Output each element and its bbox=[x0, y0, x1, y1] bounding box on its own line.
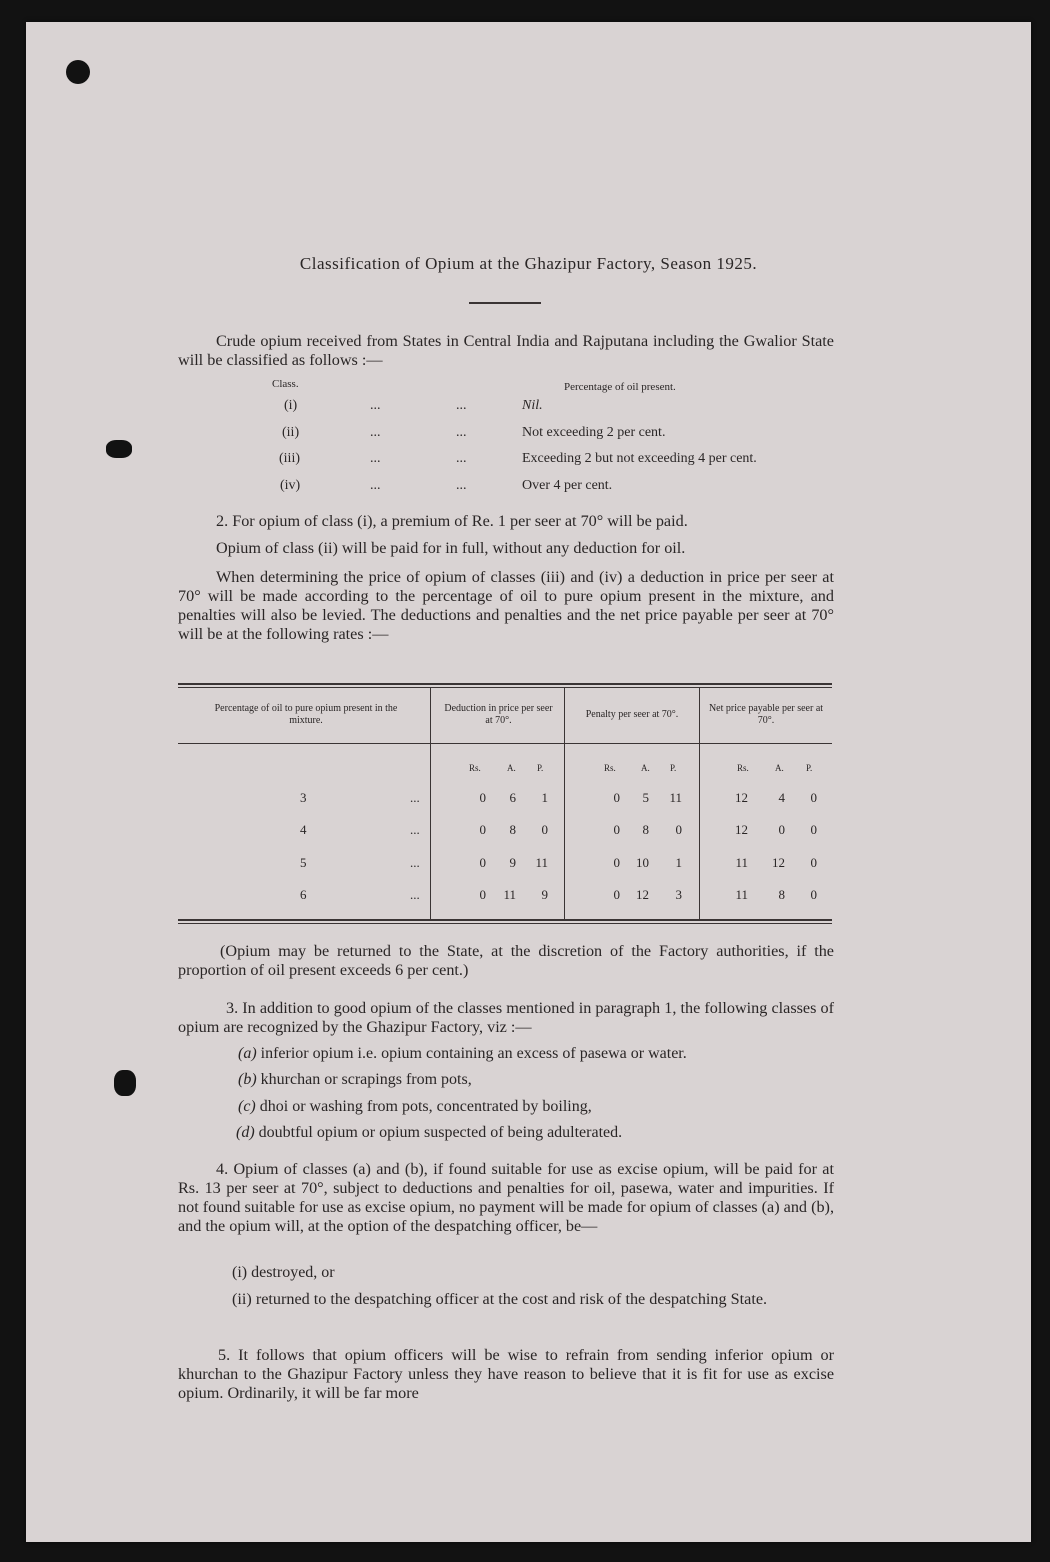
class-column-header: Class. bbox=[272, 378, 299, 390]
penalty-rs: 0 bbox=[613, 790, 620, 805]
unit-label: A. bbox=[507, 763, 516, 773]
deduction-rs: 0 bbox=[479, 855, 486, 870]
opium-class-a: (a) inferior opium i.e. opium containing an excess of pasewa or water. bbox=[238, 1045, 687, 1062]
class-label: (iv) bbox=[280, 478, 301, 493]
leader-dots: ... bbox=[410, 822, 420, 837]
deduction-pies: 1 bbox=[541, 790, 548, 805]
leader-dots: ... bbox=[370, 398, 381, 413]
table-row-percentage: 3 bbox=[300, 790, 307, 805]
penalty-pies: 3 bbox=[675, 887, 682, 902]
deduction-annas: 9 bbox=[509, 855, 516, 870]
table-row-percentage: 6 bbox=[300, 887, 307, 902]
deduction-annas: 11 bbox=[503, 887, 516, 902]
deduction-pies: 9 bbox=[541, 887, 548, 902]
penalty-rs: 0 bbox=[613, 822, 620, 837]
table-column-divider bbox=[699, 688, 700, 919]
class-description: Not exceeding 2 per cent. bbox=[522, 425, 666, 440]
paragraph-3: 3. In addition to good opium of the classes mentioned in paragraph 1, the following classes of opium are recognized by the Ghazipur Factory, viz :— bbox=[178, 999, 834, 1036]
penalty-pies: 0 bbox=[675, 822, 682, 837]
deduction-annas: 6 bbox=[509, 790, 516, 805]
net-rs: 12 bbox=[735, 822, 748, 837]
leader-dots: ... bbox=[410, 790, 420, 805]
table-header-penalty: Penalty per seer at 70°. bbox=[585, 709, 679, 720]
opium-class-c: (c) dhoi or washing from pots, concentrated by boiling, bbox=[238, 1098, 592, 1115]
net-rs: 11 bbox=[735, 887, 748, 902]
option-destroyed: (i) destroyed, or bbox=[232, 1264, 335, 1281]
net-pies: 0 bbox=[810, 855, 817, 870]
class-label: (iii) bbox=[279, 451, 300, 466]
paragraph-5: 5. It follows that opium officers will be wise to refrain from sending inferior opium or khurchan to the Ghazipur Factory unless they have reason to believe that it is fit for use as excise opium. Ordinarily, it will be far more bbox=[178, 1346, 834, 1402]
leader-dots: ... bbox=[456, 478, 467, 493]
table-header-net-price: Net price payable per seer at 70°. bbox=[708, 703, 824, 726]
deduction-rs: 0 bbox=[479, 822, 486, 837]
table-bottom-rule bbox=[178, 919, 832, 921]
leader-dots: ... bbox=[370, 451, 381, 466]
paragraph-2-line-1: 2. For opium of class (i), a premium of Re. 1 per seer at 70° will be paid. bbox=[216, 512, 688, 530]
unit-label: A. bbox=[775, 763, 784, 773]
penalty-pies: 1 bbox=[675, 855, 682, 870]
table-row-percentage: 4 bbox=[300, 822, 307, 837]
net-rs: 12 bbox=[735, 790, 748, 805]
document-sheet bbox=[26, 22, 1031, 1542]
document-title: Classification of Opium at the Ghazipur Factory, Season 1925. bbox=[299, 254, 758, 273]
return-note: (Opium may be returned to the State, at the discretion of the Factory authorities, if the proportion of oil present exceeds 6 per cent.) bbox=[178, 942, 834, 979]
opium-class-d: (d) doubtful opium or opium suspected of being adulterated. bbox=[236, 1124, 623, 1141]
table-header-deduction: Deduction in price per seer at 70°. bbox=[444, 703, 553, 726]
unit-label: Rs. bbox=[604, 763, 616, 773]
class-label: (i) bbox=[284, 398, 298, 413]
unit-label: Rs. bbox=[737, 763, 749, 773]
deduction-rs: 0 bbox=[479, 887, 486, 902]
class-description: Nil. bbox=[522, 398, 543, 413]
leader-dots: ... bbox=[370, 425, 381, 440]
table-header-rule bbox=[178, 743, 832, 744]
title-underline bbox=[469, 302, 541, 304]
oil-column-header: Percentage of oil present. bbox=[564, 381, 676, 393]
deduction-pies: 11 bbox=[535, 855, 548, 870]
net-rs: 11 bbox=[735, 855, 748, 870]
penalty-annas: 5 bbox=[642, 790, 649, 805]
penalty-annas: 12 bbox=[636, 887, 649, 902]
intro-paragraph: Crude opium received from States in Central India and Rajputana including the Gwalior State will be classified as follows :— bbox=[178, 332, 834, 369]
penalty-annas: 10 bbox=[636, 855, 649, 870]
deduction-pies: 0 bbox=[541, 822, 548, 837]
unit-label: P. bbox=[670, 763, 677, 773]
option-returned: (ii) returned to the despatching officer at the cost and risk of the despatching State. bbox=[232, 1290, 768, 1308]
table-header-percentage: Percentage of oil to pure opium present in the mixture. bbox=[214, 703, 398, 726]
unit-label: A. bbox=[641, 763, 650, 773]
class-label: (ii) bbox=[282, 425, 300, 440]
net-pies: 0 bbox=[810, 790, 817, 805]
net-annas: 8 bbox=[778, 887, 785, 902]
table-row-percentage: 5 bbox=[300, 855, 307, 870]
table-top-rule bbox=[178, 683, 832, 685]
penalty-pies: 11 bbox=[669, 790, 682, 805]
net-annas: 0 bbox=[778, 822, 785, 837]
net-pies: 0 bbox=[810, 887, 817, 902]
unit-label: P. bbox=[537, 763, 544, 773]
deduction-annas: 8 bbox=[509, 822, 516, 837]
leader-dots: ... bbox=[456, 425, 467, 440]
table-bottom-rule bbox=[178, 923, 832, 924]
penalty-annas: 8 bbox=[642, 822, 649, 837]
leader-dots: ... bbox=[410, 887, 420, 902]
leader-dots: ... bbox=[456, 451, 467, 466]
opium-class-b: (b) khurchan or scrapings from pots, bbox=[238, 1071, 472, 1088]
class-description: Over 4 per cent. bbox=[522, 478, 613, 493]
net-pies: 0 bbox=[810, 822, 817, 837]
unit-label: P. bbox=[806, 763, 813, 773]
table-column-divider bbox=[564, 688, 565, 919]
class-description: Exceeding 2 but not exceeding 4 per cent. bbox=[522, 451, 757, 466]
paragraph-2-rates: When determining the price of opium of classes (iii) and (iv) a deduction in price per seer at 70° will be made according to the percentage of oil to pure opium present in the mixture, and penalties will also be levied. The deductions and penalties and the net price payable per seer at 70° will be at the following rates :— bbox=[178, 568, 834, 643]
table-top-rule bbox=[178, 687, 832, 688]
paragraph-4: 4. Opium of classes (a) and (b), if found suitable for use as excise opium, will be paid for at Rs. 13 per seer at 70°, subject to deductions and penalties for oil, pasewa, water and impurities. If not found suitable for use as excise opium, no payment will be made for opium of classes (a) and (b), and the opium will, at the option of the despatching officer, be— bbox=[178, 1160, 834, 1235]
table-column-divider bbox=[430, 688, 431, 919]
penalty-rs: 0 bbox=[613, 887, 620, 902]
deduction-rs: 0 bbox=[479, 790, 486, 805]
net-annas: 4 bbox=[778, 790, 785, 805]
net-annas: 12 bbox=[772, 855, 785, 870]
paragraph-2-line-2: Opium of class (ii) will be paid for in full, without any deduction for oil. bbox=[216, 539, 686, 557]
unit-label: Rs. bbox=[469, 763, 481, 773]
leader-dots: ... bbox=[456, 398, 467, 413]
leader-dots: ... bbox=[410, 855, 420, 870]
leader-dots: ... bbox=[370, 478, 381, 493]
penalty-rs: 0 bbox=[613, 855, 620, 870]
